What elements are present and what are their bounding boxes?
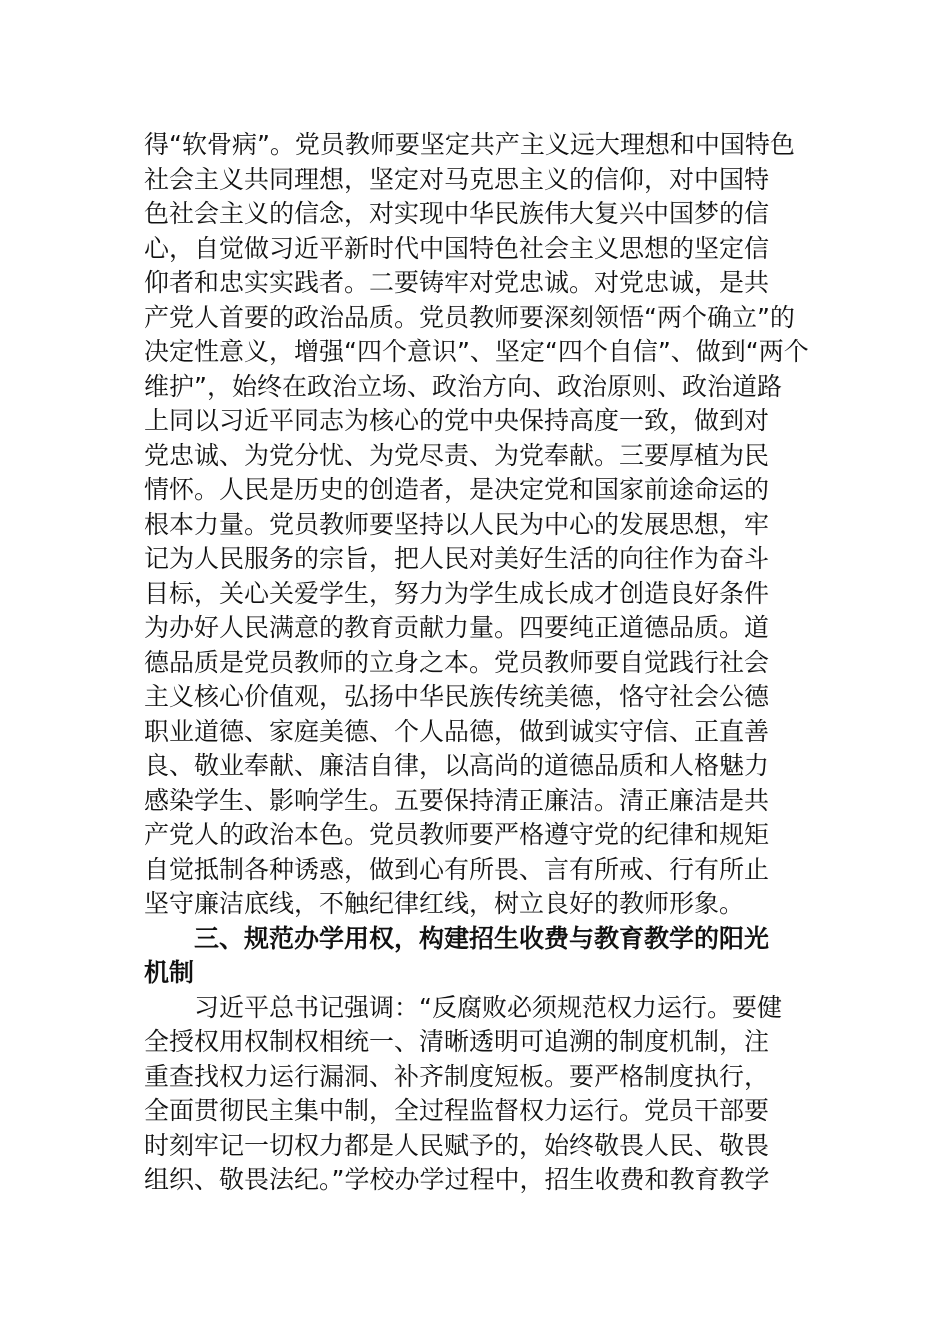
text-line: 主义核心价值观，弘扬中华民族传统美德，恪守社会公德 <box>144 682 770 711</box>
heading-line: 三、规范办学用权，构建招生收费与教育教学的阳光 <box>194 923 770 953</box>
text-line: 目标，关心关爱学生，努力为学生成长成才创造良好条件 <box>144 578 770 608</box>
text-line: 心，自觉做习近平新时代中国特色社会主义思想的坚定信 <box>144 233 770 263</box>
text-line: 产党人的政治本色。党员教师要严格遵守党的纪律和规矩 <box>144 820 770 849</box>
text-line: 党忠诚、为党分忧、为党尽责、为党奉献。三要厚植为民 <box>144 440 770 470</box>
text-line: 为办好人民满意的教育贡献力量。四要纯正道德品质。道 <box>144 613 770 642</box>
text-line: 全面贯彻民主集中制，全过程监督权力运行。党员干部要 <box>144 1096 770 1125</box>
text-line: 感染学生、影响学生。五要保持清正廉洁。清正廉洁是共 <box>144 785 770 815</box>
text-line: 良、敬业奉献、廉洁自律，以高尚的道德品质和人格魅力 <box>144 751 770 780</box>
paragraph <box>144 991 808 1198</box>
document-body <box>144 128 808 1198</box>
text-line: 仰者和忠实实践者。二要铸牢对党忠诚。对党忠诚，是共 <box>144 268 770 297</box>
text-line: 自觉抵制各种诱惑，做到心有所畏、言有所戒、行有所止 <box>144 854 770 884</box>
text-line: 得“软骨病”。党员教师要坚定共产主义远大理想和中国特色 <box>144 130 795 159</box>
text-line: 习近平总书记强调：“反腐败必须规范权力运行。要健 <box>194 992 782 1022</box>
text-line: 根本力量。党员教师要坚持以人民为中心的发展思想，牢 <box>144 509 770 539</box>
text-line: 组织、敬畏法纪。”学校办学过程中，招生收费和教育教学 <box>144 1165 770 1194</box>
text-line: 德品质是党员教师的立身之本。党员教师要自觉践行社会 <box>144 647 770 677</box>
text-line: 决定性意义，增强“四个意识”、坚定“四个自信”、做到“两个 <box>144 337 809 366</box>
text-line: 重查找权力运行漏洞、补齐制度短板。要严格制度执行， <box>144 1061 770 1091</box>
text-line: 产党人首要的政治品质。党员教师要深刻领悟“两个确立”的 <box>144 302 795 332</box>
text-line: 记为人民服务的宗旨，把人民对美好生活的向往作为奋斗 <box>144 544 770 573</box>
text-line: 职业道德、家庭美德、个人品德，做到诚实守信、正直善 <box>144 716 770 746</box>
heading-line: 机制 <box>144 958 195 987</box>
section-heading <box>144 922 808 991</box>
text-line: 社会主义共同理想，坚定对马克思主义的信仰，对中国特 <box>144 164 770 194</box>
text-line: 时刻牢记一切权力都是人民赋予的，始终敬畏人民、敬畏 <box>144 1130 770 1160</box>
text-line: 色社会主义的信念，对实现中华民族伟大复兴中国梦的信 <box>144 199 770 228</box>
text-line: 维护”，始终在政治立场、政治方向、政治原则、政治道路 <box>144 371 782 401</box>
text-line: 情怀。人民是历史的创造者，是决定党和国家前途命运的 <box>144 475 770 504</box>
text-line: 上同以习近平同志为核心的党中央保持高度一致，做到对 <box>144 406 770 435</box>
text-line: 全授权用权制权相统一、清晰透明可追溯的制度机制，注 <box>144 1027 770 1056</box>
paragraph-continued <box>144 128 808 922</box>
text-line: 坚守廉洁底线，不触纪律红线，树立良好的教师形象。 <box>144 889 745 918</box>
